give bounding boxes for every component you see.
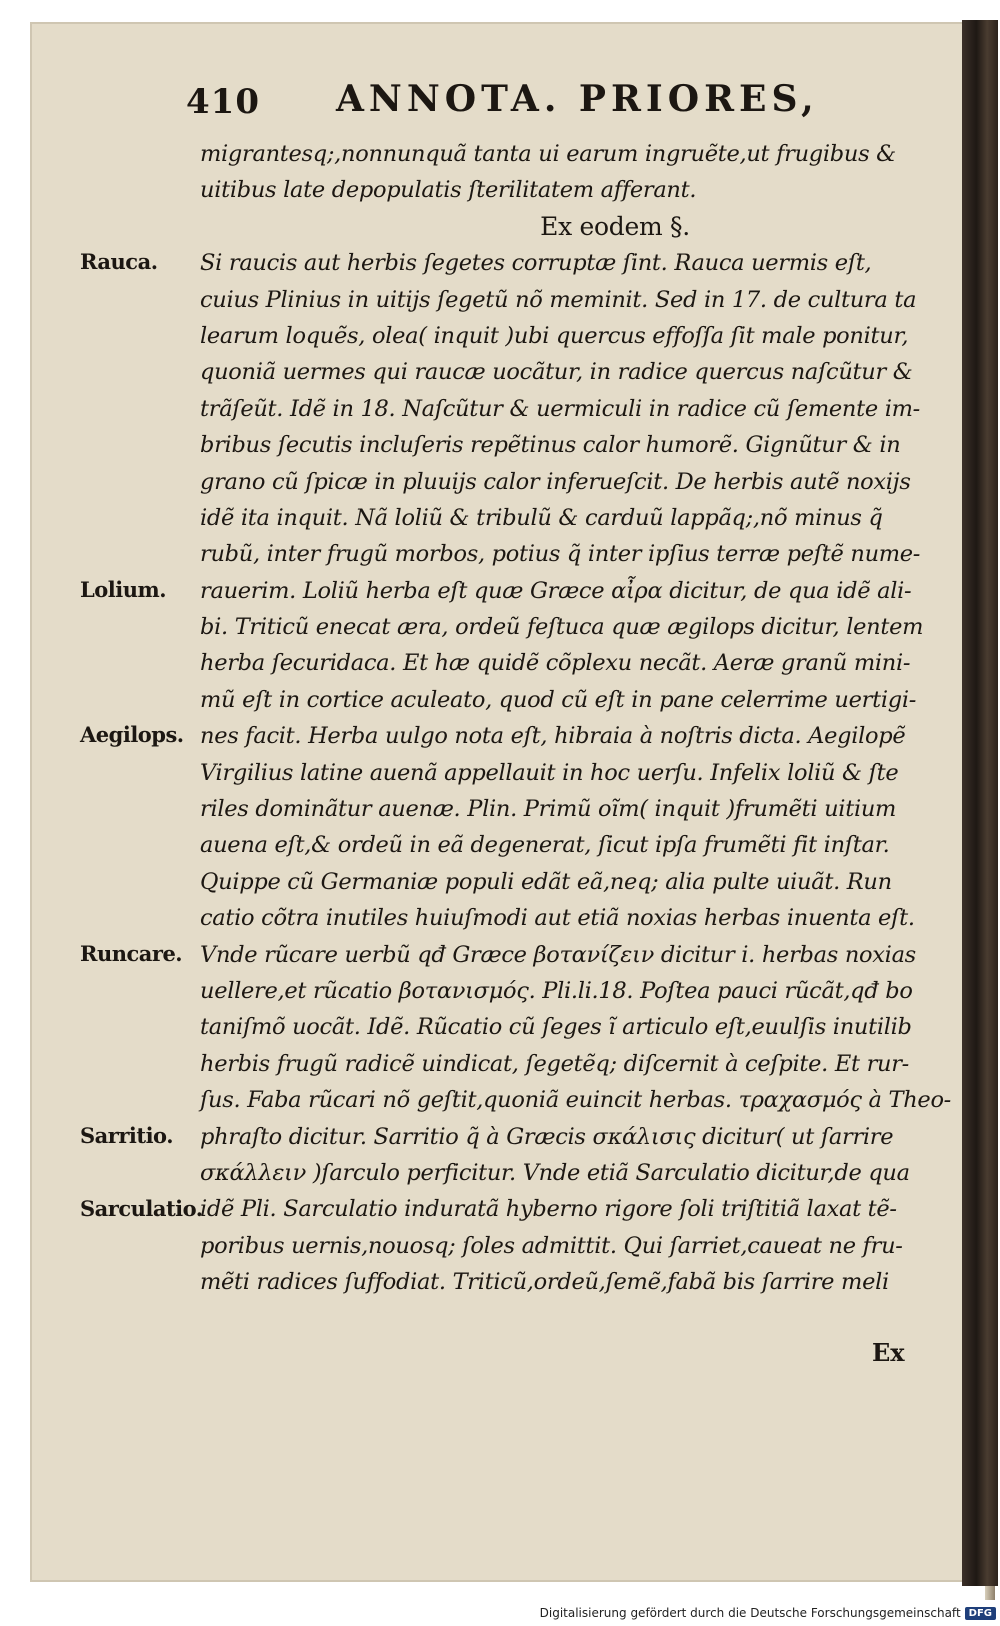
text-line: Virgilius latine auenã appellauit in hoc uerſu. Infelix loliũ & ſte — [200, 759, 899, 786]
text-line: uitibus late depopulatis ſterilitatem afferant. — [200, 177, 697, 204]
catchword: Ex — [872, 1338, 905, 1367]
text-line: ſus. Faba rũcari nõ geſtit,quoniã euincit herbas. τραχασμός à Theo- — [200, 1087, 951, 1114]
marginal-note: Lolium. — [80, 576, 167, 602]
text-line: herbis frugũ radicẽ uindicat, ſegetẽq; diſcernit à ceſpite. Et rur- — [200, 1050, 909, 1077]
page-header — [186, 78, 946, 128]
text-line: mẽti radices ſuffodiat. Triticũ,ordeũ,ſemẽ,fabã bis ſarrire meli — [200, 1269, 889, 1296]
book-binding-edge — [962, 20, 998, 1586]
section-heading: Ex eodem §. — [540, 211, 690, 241]
text-line: rauerim. Loliũ herba eſt quæ Græce αἶρα dicitur, de qua idẽ ali- — [200, 577, 912, 604]
text-line: idẽ Pli. Sarculatio induratã hyberno rigore ſoli triſtitiã laxat tẽ- — [200, 1196, 897, 1223]
text-line: taniſmõ uocãt. Idẽ. Rũcatio cũ ſeges ĩ articulo eſt,euulſis inutilib — [200, 1014, 912, 1041]
text-line: bribus ſecutis incluſeris repẽtinus calor humorẽ. Gignũtur & in — [200, 432, 901, 459]
text-line: catio cõtra inutiles huiuſmodi aut etiã noxias herbas inuenta eſt. — [200, 905, 915, 932]
marginal-note: Sarculatio. — [80, 1195, 203, 1221]
marginal-note: Runcare. — [80, 940, 183, 966]
text-line: uellere,et rũcatio βοτανισμός. Pli.li.18. Poſtea pauci rũcãt,qđ bo — [200, 977, 913, 1004]
text-line: Si raucis aut herbis ſegetes corruptæ ſint. Rauca uermis eſt, — [200, 250, 872, 277]
text-line: grano cũ ſpicæ in pluuijs calor inferueſcit. De herbis autẽ noxijs — [200, 468, 911, 495]
text-line: bi. Triticũ enecat æra, ordeũ feſtuca quæ ægilops dicitur, lentem — [200, 614, 924, 641]
text-line: auena eſt,& ordeũ in eã degenerat, ſicut ipſa frumẽti fit inſtar. — [200, 832, 890, 859]
running-head: ANNOTA. PRIORES, — [336, 78, 819, 120]
text-line: trãſeũt. Idẽ in 18. Naſcũtur & uermiculi in radice cũ ſemente im- — [200, 395, 920, 422]
text-line: phraſto dicitur. Sarritio q̃ à Græcis σκάλισις dicitur( ut ſarrire — [200, 1123, 894, 1150]
marginal-note: Rauca. — [80, 249, 158, 275]
folio-number: 410 — [186, 82, 260, 122]
text-line: quoniã uermes qui raucæ uocãtur, in radice quercus naſcũtur & — [200, 359, 913, 386]
text-line: nes facit. Herba uulgo nota eſt, hibraia à noſtris dicta. Aegilopẽ — [200, 723, 906, 750]
text-line: Quippe cũ Germaniæ populi edãt eã,neq; alia pulte uiuãt. Run — [200, 868, 892, 895]
credit-text: Digitalisierung gefördert durch die Deutsche Forschungsgemeinschaft — [539, 1606, 961, 1620]
digitization-credit — [540, 1604, 996, 1622]
text-line: herba ſecuridaca. Et hæ quidẽ cõplexu necãt. Aeræ granũ mini- — [200, 650, 911, 677]
text-line: idẽ ita inquit. Nã loliũ & tribulũ & carduũ lappãq;,nõ minus q̃ — [200, 504, 883, 531]
text-line: mũ eſt in cortice aculeato, quod cũ eſt in pane celerrime uertigi- — [200, 686, 917, 713]
dfg-logo: DFG — [965, 1607, 996, 1620]
body-text — [200, 136, 951, 1301]
text-line: cuius Plinius in uitijs ſegetũ nõ meminit. Sed in 17. de cultura ta — [200, 286, 917, 313]
marginal-note: Aegilops. — [80, 722, 184, 748]
text-line: σκάλλειν )ſarculo perficitur. Vnde etiã Sarculatio dicitur,de qua — [200, 1159, 910, 1186]
marginal-note: Sarritio. — [80, 1122, 174, 1148]
text-line: riles dominãtur auenæ. Plin. Primũ oĩm( inquit )frumẽti uitium — [200, 796, 897, 823]
text-line: rubũ, inter frugũ morbos, potius q̃ inter ipſius terræ peſtẽ nume- — [200, 541, 921, 568]
text-line: learum loquẽs, olea( inquit )ubi quercus effoſſa ſit male ponitur, — [200, 322, 909, 349]
text-line: migrantesq;,nonnunquã tanta ui earum ingruẽte,ut frugibus & — [200, 141, 896, 167]
text-line: poribus uernis,nouosq; ſoles admittit. Qui ſarriet,caueat ne fru- — [200, 1232, 903, 1259]
text-line: Vnde rũcare uerbũ qđ Græce βοτανίζειν dicitur i. herbas noxias — [200, 941, 916, 968]
